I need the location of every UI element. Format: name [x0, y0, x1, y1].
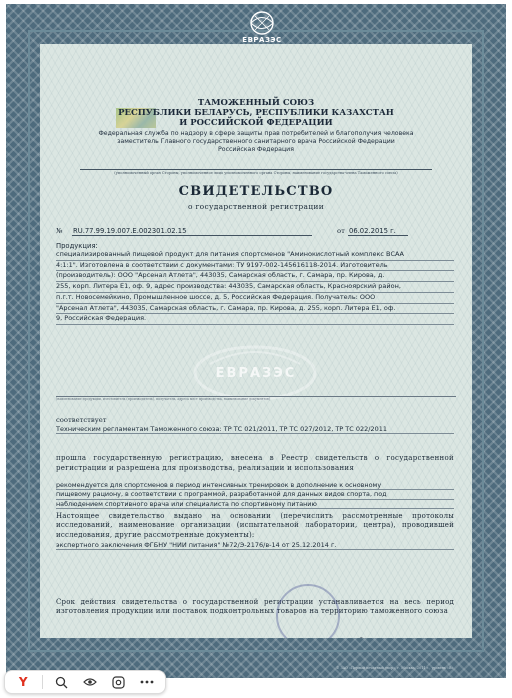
handwritten-signature [326, 634, 396, 638]
lens-button[interactable] [108, 673, 128, 691]
product-line: "Арсенал Атлета", 443035, Самарская область, г. Самара, пр. Кирова, д. 255, корп. Литера Е1, оф. [56, 304, 454, 315]
agency-line-1: Федеральная служба по надзору в сфере защиты прав потребителей и благополучия человека [98, 130, 414, 137]
complies-label: соответствует [56, 416, 107, 424]
certificate-title: СВИДЕТЕЛЬСТВО [178, 184, 334, 199]
date-label: от [337, 227, 345, 235]
certificate-frame [6, 4, 506, 678]
watermark-label: ЕВРАЗЭС [215, 366, 297, 381]
eye-icon [83, 677, 97, 687]
image-toolbar [4, 670, 166, 694]
expert-conclusion: экспертного заключения ФГБНУ "НИИ питания" №72/Э-2176/в-14 от 25.12.2014 г. [56, 541, 454, 550]
basis-statement: Настоящее свидетельство выдано на основании (перечислить рассмотренные протоколы исследований, наименование организации (испытательной лаборатории, центра), проводившей исследования, другие рассмотренные документы): [56, 512, 454, 539]
registration-number-label: № [56, 227, 63, 235]
product-label: Продукция: [56, 242, 98, 250]
product-line: 4:1:1". Изготовлена в соответствии с документами: ТУ 9197-002-145616118-2014. Изготовитель [56, 261, 454, 272]
product-line: 9, Российская Федерация. [56, 314, 454, 325]
product-caption: (наименование продукции, изготовитель (производитель), получатель, адреса мест производства, наименование документов) [56, 396, 456, 403]
view-button[interactable] [80, 673, 100, 691]
registration-date: 06.02.2015 г. [349, 227, 396, 235]
product-line: специализированный пищевой продукт для питания спортсменов "Аминокислотный комплекс ВСАА [56, 250, 454, 261]
more-icon [140, 680, 154, 684]
header-line-1: ТАМОЖЕННЫЙ СОЮЗ [197, 98, 315, 108]
technical-regulations: Техническим регламентам Таможенного союза: ТР ТС 021/2011, ТР ТС 027/2012, ТР ТС 022/2011 [56, 425, 454, 434]
product-line: (производитель): ООО "Арсенал Атлета", 443035, Самарская область, г. Самара, пр. Кирова, д. [56, 271, 454, 282]
yandex-button[interactable] [13, 673, 33, 691]
product-line: п.г.т. Новосемейкино, Промышленное шоссе, д. 5, Российская Федерация. Получатель: ООО [56, 293, 454, 304]
certificate-subtitle: о государственной регистрации [187, 202, 325, 211]
emblem-icon [245, 10, 279, 36]
agency-line-3: Российская Федерация [218, 146, 294, 153]
yandex-logo: Y [18, 675, 28, 689]
recommendation-line: рекомендуется для спортсменов в период интенсивных тренировок в дополнение к основному [56, 481, 454, 490]
registration-statement: прошла государственную регистрацию, внесена в Реестр свидетельств о государственной регистрации и разрешена для производства, реализации и использования [56, 454, 454, 472]
usage-recommendation [56, 481, 454, 509]
registration-number: RU.77.99.19.007.Е.002301.02.15 [73, 227, 187, 235]
header-line-3: И РОССИЙСКОЙ ФЕДЕРАЦИИ [179, 118, 333, 128]
product-line: 255, корп. Литера Е1, оф. 9, адрес производства: 443035, Самарская область, Красноярский район, [56, 282, 454, 293]
authority-caption: (уполномоченный орган Стороны, уполномоченное лицо уполномоченного органа Стороны, наименование государства-члена Таможенного союза) [80, 169, 432, 175]
printer-imprint: © ЗАО «Первый печатный двор», г. Москва, 2011 г., уровень «В» [336, 666, 454, 670]
official-stamp [276, 584, 340, 638]
agency-line-2: заместитель Главного государственного санитарного врача Российской Федерации [117, 138, 395, 145]
search-button[interactable] [51, 673, 71, 691]
search-icon [55, 676, 68, 689]
emblem-label: ЕВРАЗЭС [242, 36, 282, 44]
validity-statement: Срок действия свидетельства о государственной регистрации устанавливается на весь период изготовления продукции или поставок подконтрольных товаров на территорию таможенного союза [56, 598, 454, 616]
recommendation-line: пищевому рациону, в соответствии с программой, разработанной для данных видов спорта, под [56, 490, 454, 499]
date-underline [348, 235, 408, 236]
header-line-2: РЕСПУБЛИКИ БЕЛАРУСЬ, РЕСПУБЛИКИ КАЗАХСТАН [118, 108, 394, 118]
product-description [56, 250, 454, 325]
more-button[interactable] [137, 673, 157, 691]
lens-icon [112, 676, 125, 689]
toolbar-separator [42, 675, 43, 689]
recommendation-line: наблюдением спортивного врача или специалиста по спортивному питанию [56, 500, 454, 509]
registration-underline [72, 235, 312, 236]
certificate-paper [40, 44, 472, 638]
